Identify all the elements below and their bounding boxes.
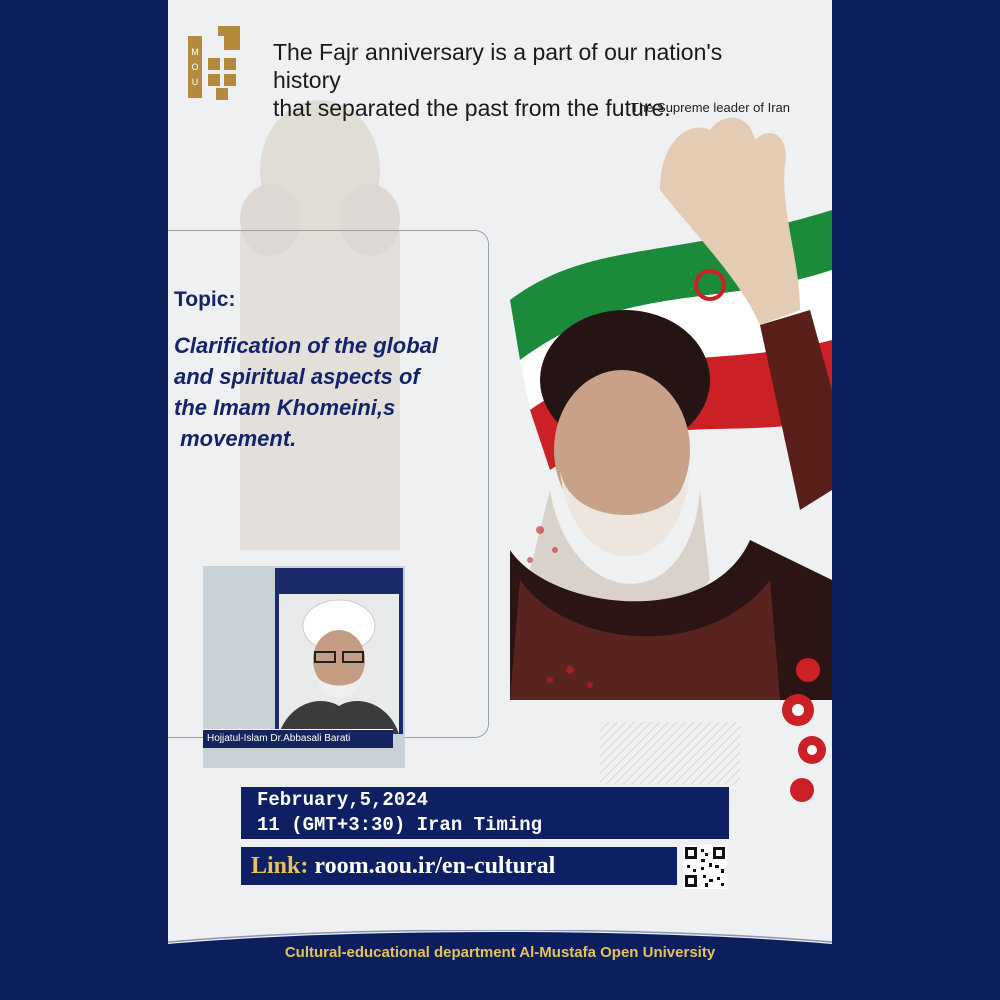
svg-text:O: O xyxy=(191,62,199,72)
meeting-link-box[interactable] xyxy=(241,847,677,885)
floral-decoration xyxy=(768,640,832,820)
event-time: 11 (GMT+3:30) Iran Timing xyxy=(257,814,543,836)
qr-code-icon[interactable] xyxy=(683,845,727,889)
speaker-name-caption: Hojjatul-Islam Dr.Abbasali Barati xyxy=(203,729,393,748)
quote-line-2: that separated the past from the future. xyxy=(273,95,671,121)
topic-title xyxy=(174,330,494,454)
speaker-photo xyxy=(279,594,399,734)
topic-line-3: the Imam Khomeini,s xyxy=(174,395,396,420)
footer-organization: Cultural-educational department Al-Mustafa Open University xyxy=(284,944,716,961)
hero-portrait-image xyxy=(510,110,832,700)
link-url[interactable]: room.aou.ir/en-cultural xyxy=(314,853,556,879)
topic-line-2: and spiritual aspects of xyxy=(174,364,420,389)
quote-line-1: The Fajr anniversary is a part of our nation's history xyxy=(273,39,723,93)
svg-text:U: U xyxy=(191,77,199,87)
topic-line-4: movement. xyxy=(174,426,297,451)
mou-logo-icon xyxy=(188,22,252,100)
svg-text:M: M xyxy=(191,47,199,57)
link-label: Link: xyxy=(251,853,309,879)
quote-author: The Supreme leader of Iran xyxy=(631,100,790,115)
hatch-pattern xyxy=(600,722,740,784)
event-date: February,5,2024 xyxy=(257,789,429,811)
topic-label: Topic: xyxy=(174,288,236,311)
topic-line-1: Clarification of the global xyxy=(174,333,439,358)
event-datetime-box xyxy=(241,787,729,839)
